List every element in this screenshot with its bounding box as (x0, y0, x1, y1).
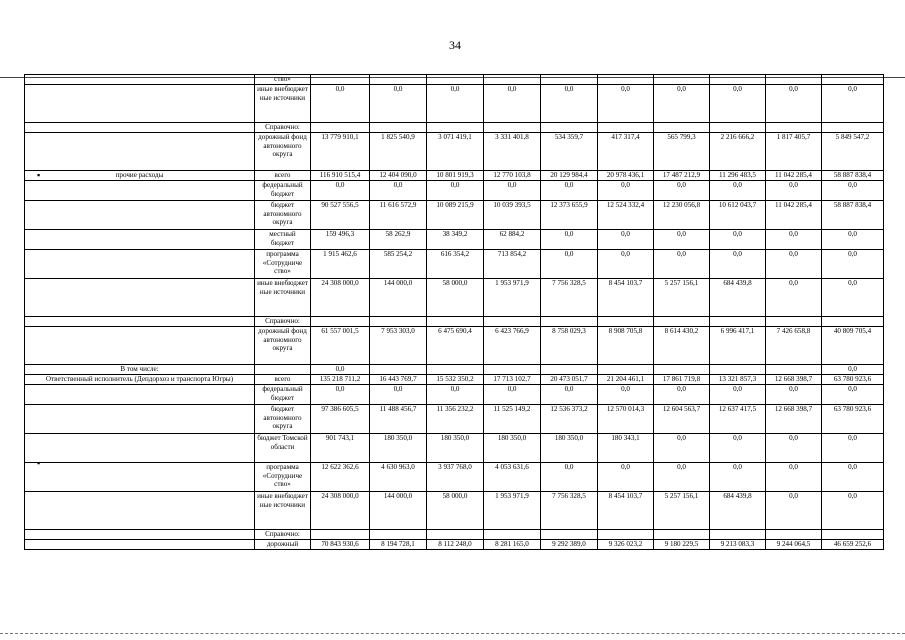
row-name (25, 530, 255, 540)
value-cell: 144 000,0 (370, 492, 427, 530)
value-cell: 12 536 373,2 (541, 405, 598, 434)
funding-source: дорожный фонд автономного округа (255, 133, 311, 171)
row-name: Ответственный исполнитель (Депдорхоз и транспорта Югры) (25, 375, 255, 385)
value-cell: 6 423 766,9 (484, 327, 541, 365)
row-name: прочие расходы (25, 171, 255, 181)
table-row (25, 181, 884, 201)
value-cell: 3 331 401,8 (484, 133, 541, 171)
value-cell: 13 321 857,3 (710, 375, 766, 385)
row-name (25, 463, 255, 492)
value-cell: 901 743,1 (311, 434, 370, 463)
value-cell: 24 308 000,0 (311, 279, 370, 317)
value-cell: 16 443 769,7 (370, 375, 427, 385)
value-cell: 116 910 515,4 (311, 171, 370, 181)
budget-table (24, 74, 884, 550)
value-cell: 63 780 923,6 (822, 375, 884, 385)
value-cell (598, 317, 654, 327)
value-cell: 12 230 056,8 (654, 201, 710, 230)
table-row (25, 530, 884, 540)
page-number: 34 (449, 38, 461, 52)
table-row (25, 250, 884, 279)
value-cell: 12 622 362,6 (311, 463, 370, 492)
value-cell: 0,0 (822, 492, 884, 530)
value-cell: 9 244 064,5 (766, 540, 822, 550)
value-cell (822, 123, 884, 133)
table-row (25, 492, 884, 530)
funding-source: всего (255, 375, 311, 385)
value-cell: 0,0 (598, 385, 654, 405)
value-cell: 0,0 (822, 181, 884, 201)
value-cell: 1 817 405,7 (766, 133, 822, 171)
row-name (25, 250, 255, 279)
value-cell (766, 75, 822, 85)
table-row (25, 75, 884, 85)
value-cell: 713 854,2 (484, 250, 541, 279)
row-name (25, 492, 255, 530)
value-cell: 0,0 (822, 279, 884, 317)
value-cell: 0,0 (427, 385, 484, 405)
value-cell (541, 123, 598, 133)
value-cell: 17 861 719,8 (654, 375, 710, 385)
value-cell: 0,0 (710, 434, 766, 463)
value-cell: 11 488 456,7 (370, 405, 427, 434)
funding-source: дорожный фонд автономного округа (255, 327, 311, 365)
value-cell: 0,0 (370, 385, 427, 405)
value-cell: 0,0 (598, 230, 654, 250)
value-cell (598, 365, 654, 375)
value-cell (484, 530, 541, 540)
value-cell: 8 194 728,1 (370, 540, 427, 550)
value-cell: 135 218 711,2 (311, 375, 370, 385)
value-cell: 0,0 (766, 85, 822, 123)
value-cell: 0,0 (598, 181, 654, 201)
value-cell: 0,0 (427, 181, 484, 201)
value-cell: 12 668 398,7 (766, 405, 822, 434)
value-cell: 0,0 (598, 250, 654, 279)
value-cell: 0,0 (822, 434, 884, 463)
value-cell: 12 570 014,3 (598, 405, 654, 434)
value-cell: 9 213 083,3 (710, 540, 766, 550)
value-cell: 0,0 (766, 230, 822, 250)
value-cell (370, 123, 427, 133)
value-cell: 0,0 (541, 85, 598, 123)
value-cell: 7 756 328,5 (541, 492, 598, 530)
table-row (25, 201, 884, 230)
value-cell: 12 404 090,0 (370, 171, 427, 181)
value-cell: 0,0 (822, 250, 884, 279)
value-cell: 7 426 658,8 (766, 327, 822, 365)
value-cell: 0,0 (484, 181, 541, 201)
table-row (25, 365, 884, 375)
value-cell: 17 487 212,9 (654, 171, 710, 181)
value-cell: 61 557 001,5 (311, 327, 370, 365)
funding-source: всего (255, 171, 311, 181)
table-row (25, 85, 884, 123)
value-cell: 24 308 000,0 (311, 492, 370, 530)
value-cell: 12 637 417,5 (710, 405, 766, 434)
value-cell: 0,0 (311, 85, 370, 123)
value-cell: 6 475 690,4 (427, 327, 484, 365)
value-cell (822, 317, 884, 327)
value-cell: 58 887 838,4 (822, 201, 884, 230)
value-cell (427, 365, 484, 375)
value-cell (370, 365, 427, 375)
table-row (25, 540, 884, 550)
value-cell: 0,0 (822, 85, 884, 123)
table-row (25, 230, 884, 250)
value-cell: 1 953 971,9 (484, 279, 541, 317)
value-cell: 11 042 285,4 (766, 201, 822, 230)
value-cell: 4 630 963,0 (370, 463, 427, 492)
value-cell: 10 612 043,7 (710, 201, 766, 230)
value-cell: 40 809 705,4 (822, 327, 884, 365)
value-cell: 0,0 (427, 85, 484, 123)
funding-source: бюджет автономного округа (255, 201, 311, 230)
value-cell (311, 123, 370, 133)
value-cell: 13 779 910,1 (311, 133, 370, 171)
funding-source: бюджет Томской области (255, 434, 311, 463)
value-cell: 144 000,0 (370, 279, 427, 317)
value-cell: 684 439,8 (710, 279, 766, 317)
value-cell: 0,0 (766, 492, 822, 530)
funding-source: местный бюджет (255, 230, 311, 250)
value-cell: 0,0 (654, 85, 710, 123)
value-cell: 21 204 461,1 (598, 375, 654, 385)
value-cell (766, 530, 822, 540)
value-cell (766, 365, 822, 375)
value-cell (710, 75, 766, 85)
value-cell: 8 112 248,0 (427, 540, 484, 550)
value-cell: 46 659 252,6 (822, 540, 884, 550)
table-row (25, 171, 884, 181)
table-row (25, 434, 884, 463)
value-cell: 12 604 563,7 (654, 405, 710, 434)
value-cell: 0,0 (710, 230, 766, 250)
value-cell: 0,0 (654, 434, 710, 463)
margin-mark: ▪ (37, 458, 41, 468)
value-cell: 12 668 398,7 (766, 375, 822, 385)
value-cell (598, 530, 654, 540)
value-cell: 0,0 (822, 385, 884, 405)
value-cell: 0,0 (766, 181, 822, 201)
value-cell: 585 254,2 (370, 250, 427, 279)
value-cell: 0,0 (654, 463, 710, 492)
value-cell: 4 053 631,6 (484, 463, 541, 492)
value-cell (710, 365, 766, 375)
value-cell (311, 75, 370, 85)
value-cell (710, 123, 766, 133)
value-cell: 0,0 (484, 385, 541, 405)
funding-source: федеральный бюджет (255, 181, 311, 201)
value-cell: 180 350,0 (370, 434, 427, 463)
value-cell (427, 530, 484, 540)
row-name (25, 327, 255, 365)
row-name (25, 540, 255, 550)
value-cell: 0,0 (822, 365, 884, 375)
value-cell: 0,0 (598, 463, 654, 492)
row-name (25, 85, 255, 123)
value-cell: 90 527 556,5 (311, 201, 370, 230)
value-cell: 12 770 103,8 (484, 171, 541, 181)
footer-rule (0, 633, 905, 634)
value-cell (311, 530, 370, 540)
row-name (25, 201, 255, 230)
value-cell (766, 317, 822, 327)
value-cell: 15 532 350,2 (427, 375, 484, 385)
value-cell: 534 359,7 (541, 133, 598, 171)
value-cell (541, 530, 598, 540)
funding-source: федеральный бюджет (255, 385, 311, 405)
value-cell (370, 530, 427, 540)
value-cell: 0,0 (541, 230, 598, 250)
funding-source: Справочно: (255, 317, 311, 327)
value-cell: 180 350,0 (484, 434, 541, 463)
value-cell: 8 454 103,7 (598, 492, 654, 530)
value-cell: 3 937 768,0 (427, 463, 484, 492)
row-name (25, 133, 255, 171)
value-cell: 58 000,0 (427, 492, 484, 530)
value-cell (710, 530, 766, 540)
value-cell: 58 000,0 (427, 279, 484, 317)
value-cell: 0,0 (766, 385, 822, 405)
margin-mark: ▪ (37, 170, 41, 180)
value-cell: 0,0 (710, 250, 766, 279)
value-cell: 11 042 285,4 (766, 171, 822, 181)
value-cell: 20 978 436,1 (598, 171, 654, 181)
value-cell: 8 908 705,8 (598, 327, 654, 365)
value-cell: 1 953 971,9 (484, 492, 541, 530)
funding-source (255, 365, 311, 375)
value-cell: 0,0 (541, 181, 598, 201)
funding-source: иные внебюджет ные источники (255, 279, 311, 317)
value-cell: 12 373 655,9 (541, 201, 598, 230)
value-cell: 11 525 149,2 (484, 405, 541, 434)
table-row (25, 385, 884, 405)
value-cell (427, 75, 484, 85)
value-cell: 180 343,1 (598, 434, 654, 463)
row-name (25, 279, 255, 317)
value-cell: 616 354,2 (427, 250, 484, 279)
row-name (25, 385, 255, 405)
value-cell (654, 75, 710, 85)
value-cell: 8 281 165,0 (484, 540, 541, 550)
value-cell: 9 326 023,2 (598, 540, 654, 550)
value-cell: 97 386 605,5 (311, 405, 370, 434)
table-row (25, 405, 884, 434)
value-cell (598, 75, 654, 85)
value-cell: 63 780 923,6 (822, 405, 884, 434)
value-cell (427, 317, 484, 327)
value-cell: 5 849 547,2 (822, 133, 884, 171)
table-row (25, 327, 884, 365)
value-cell: 12 524 332,4 (598, 201, 654, 230)
value-cell: 7 756 328,5 (541, 279, 598, 317)
table-row (25, 279, 884, 317)
table-row (25, 463, 884, 492)
value-cell: 0,0 (766, 279, 822, 317)
value-cell (654, 530, 710, 540)
value-cell: 6 996 417,1 (710, 327, 766, 365)
value-cell (654, 123, 710, 133)
value-cell: 0,0 (766, 250, 822, 279)
value-cell: 0,0 (766, 463, 822, 492)
value-cell: 5 257 156,1 (654, 492, 710, 530)
value-cell (541, 317, 598, 327)
value-cell: 0,0 (598, 85, 654, 123)
value-cell: 0,0 (370, 181, 427, 201)
funding-source: иные внебюджет ные источники (255, 85, 311, 123)
value-cell: 180 350,0 (541, 434, 598, 463)
value-cell: 10 801 919,3 (427, 171, 484, 181)
value-cell: 0,0 (710, 181, 766, 201)
value-cell: 180 350,0 (427, 434, 484, 463)
value-cell: 0,0 (541, 385, 598, 405)
value-cell: 1 915 462,6 (311, 250, 370, 279)
value-cell: 58 262,9 (370, 230, 427, 250)
value-cell: 0,0 (541, 463, 598, 492)
value-cell (427, 123, 484, 133)
value-cell: 8 454 103,7 (598, 279, 654, 317)
value-cell (370, 317, 427, 327)
value-cell (484, 123, 541, 133)
value-cell (541, 75, 598, 85)
value-cell: 11 616 572,9 (370, 201, 427, 230)
value-cell: 2 216 666,2 (710, 133, 766, 171)
value-cell: 62 884,2 (484, 230, 541, 250)
table-row (25, 133, 884, 171)
value-cell: 70 843 930,6 (311, 540, 370, 550)
table-row (25, 123, 884, 133)
funding-source: программа «Сотрудниче ство» (255, 463, 311, 492)
value-cell: 11 356 232,2 (427, 405, 484, 434)
value-cell: 565 799,3 (654, 133, 710, 171)
table-row (25, 317, 884, 327)
row-name (25, 405, 255, 434)
value-cell: 0,0 (822, 230, 884, 250)
value-cell: 20 473 051,7 (541, 375, 598, 385)
value-cell: 0,0 (654, 230, 710, 250)
value-cell: 58 887 838,4 (822, 171, 884, 181)
value-cell: 159 496,3 (311, 230, 370, 250)
value-cell (311, 317, 370, 327)
value-cell (484, 75, 541, 85)
row-name (25, 123, 255, 133)
row-name (25, 317, 255, 327)
value-cell: 17 713 102,7 (484, 375, 541, 385)
value-cell (654, 317, 710, 327)
value-cell (484, 365, 541, 375)
value-cell: 0,0 (370, 85, 427, 123)
value-cell (822, 75, 884, 85)
value-cell (654, 365, 710, 375)
value-cell: 684 439,8 (710, 492, 766, 530)
value-cell (598, 123, 654, 133)
value-cell: 8 758 029,3 (541, 327, 598, 365)
value-cell (766, 123, 822, 133)
value-cell: 5 257 156,1 (654, 279, 710, 317)
value-cell: 7 953 303,0 (370, 327, 427, 365)
funding-source: бюджет автономного округа (255, 405, 311, 434)
value-cell (710, 317, 766, 327)
value-cell: 0,0 (541, 250, 598, 279)
value-cell: 0,0 (311, 365, 370, 375)
value-cell: 8 614 430,2 (654, 327, 710, 365)
row-name: В том числе: (25, 365, 255, 375)
funding-source: иные внебюджет ные источники (255, 492, 311, 530)
value-cell: 0,0 (654, 385, 710, 405)
value-cell: 0,0 (484, 85, 541, 123)
funding-source: Справочно: (255, 530, 311, 540)
value-cell: 10 039 393,5 (484, 201, 541, 230)
value-cell: 38 349,2 (427, 230, 484, 250)
value-cell (484, 317, 541, 327)
value-cell: 0,0 (654, 181, 710, 201)
value-cell: 0,0 (710, 85, 766, 123)
value-cell: 0,0 (710, 463, 766, 492)
value-cell: 0,0 (766, 434, 822, 463)
funding-source: программа «Сотрудниче ство» (255, 250, 311, 279)
funding-source: ство» (255, 75, 311, 85)
row-name (25, 230, 255, 250)
value-cell: 1 825 540,9 (370, 133, 427, 171)
funding-source: дорожный (255, 540, 311, 550)
value-cell (370, 75, 427, 85)
value-cell: 0,0 (311, 385, 370, 405)
value-cell: 0,0 (710, 385, 766, 405)
row-name (25, 75, 255, 85)
value-cell: 9 292 389,0 (541, 540, 598, 550)
value-cell: 9 180 229,5 (654, 540, 710, 550)
value-cell: 0,0 (822, 463, 884, 492)
value-cell: 0,0 (311, 181, 370, 201)
row-name (25, 181, 255, 201)
value-cell: 10 089 215,9 (427, 201, 484, 230)
table-row (25, 375, 884, 385)
value-cell: 11 296 483,5 (710, 171, 766, 181)
value-cell (541, 365, 598, 375)
row-name (25, 434, 255, 463)
funding-source: Справочно: (255, 123, 311, 133)
value-cell: 417 317,4 (598, 133, 654, 171)
value-cell: 3 071 419,1 (427, 133, 484, 171)
value-cell (822, 530, 884, 540)
value-cell: 0,0 (654, 250, 710, 279)
value-cell: 20 129 984,4 (541, 171, 598, 181)
